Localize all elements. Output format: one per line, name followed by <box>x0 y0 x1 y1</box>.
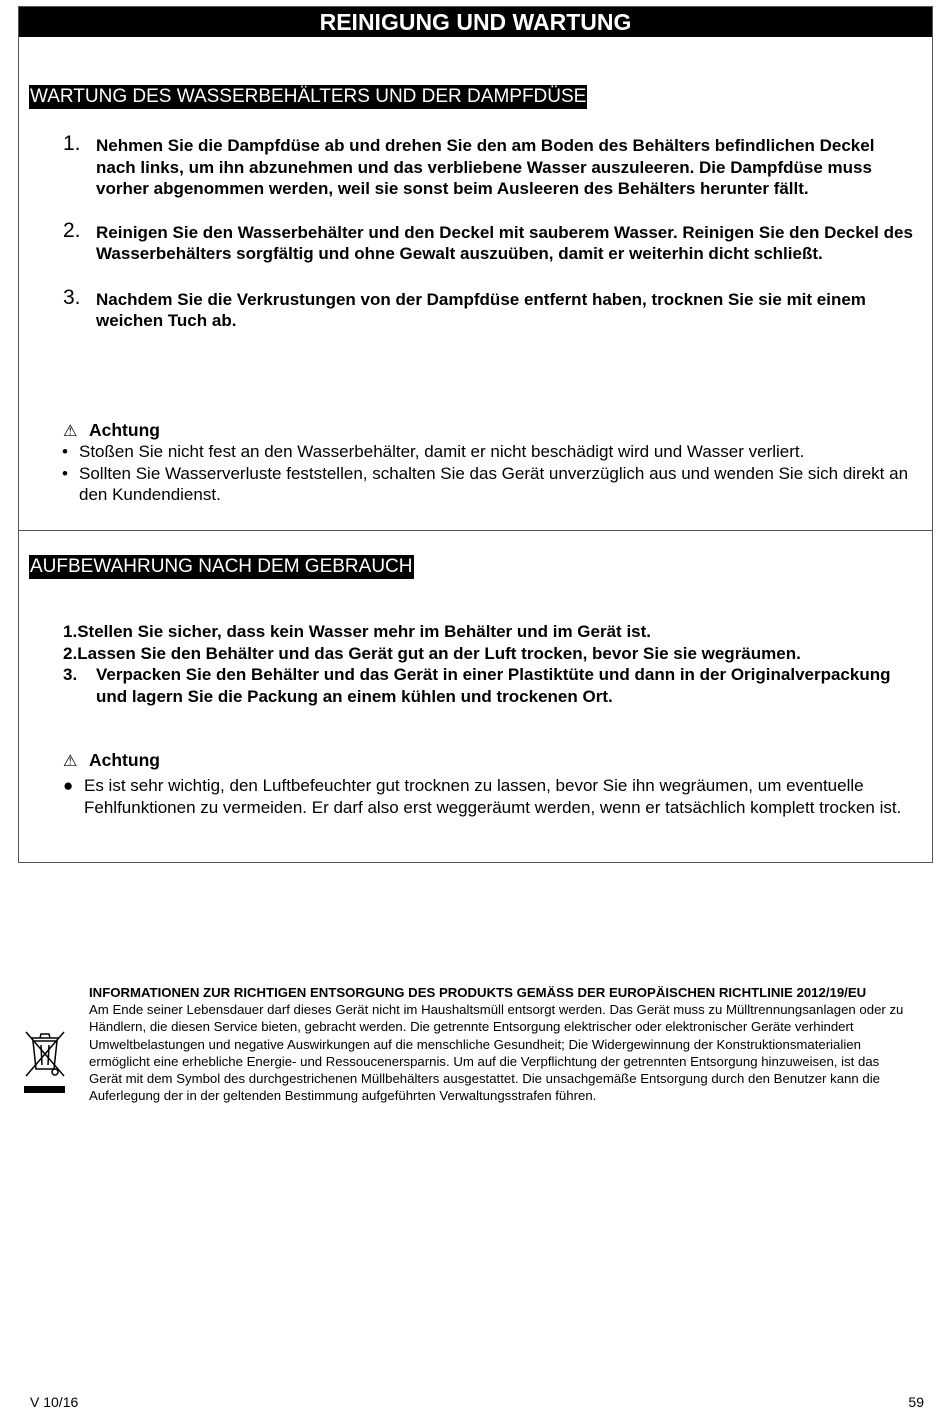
step-number: 3. <box>63 665 78 684</box>
list-item <box>63 621 922 643</box>
list-item <box>19 285 932 332</box>
disposal-body: Am Ende seiner Lebensdauer darf dieses Gerät nicht im Haushaltsmüll entsorgt werden. Das Gerät muss zu Mülltrennungsanlagen oder zu Händlern, die diesen Service bieten, gebracht werden. Die getrennte Entsorgung elektrischer oder elektronischer Geräte verhindert Umweltbelastungen und negative Auswirkungen auf die menschliche Gesundheit; Die Widergewinnung der Konstruktionsmaterialien ermöglicht eine erhebliche Energie- und Ressoucenersparnis. Um auf die Verpflichtung der getrennten Entsorgung hinzuweisen, ist das Gerät mit dem Symbol des durchgestrichenen Müllbehälters ausgestattet. Die unsachgemäße Entsorgung durch den Benutzer kann die Auferlegung der in der geltenden Bestimmung aufgeführten Verwaltungsstrafen führen. <box>89 1002 904 1104</box>
disposal-heading: INFORMATIONEN ZUR RICHTIGEN ENTSORGUNG DES PRODUKTS GEMÄSS DER EUROPÄISCHEN RICHTLINIE 2012/19/EU <box>89 985 867 1000</box>
list-item <box>19 463 932 506</box>
step-number: 2. <box>63 643 78 663</box>
page-title: REINIGUNG UND WARTUNG <box>19 7 932 37</box>
step-text: Verpacken Sie den Behälter und das Gerät in einer Plastiktüte und dann in der Originalverpackung und lagern Sie die Packung an einem kühlen und trockenen Ort. <box>96 665 891 706</box>
warning-heading <box>63 749 160 773</box>
list-item <box>19 132 932 200</box>
step-number: 1. <box>63 622 78 641</box>
list-item <box>19 218 932 265</box>
list-item <box>19 441 932 463</box>
step-number: 1. <box>63 132 81 155</box>
bullet-icon: ● <box>63 776 74 795</box>
step-number: 3. <box>63 285 81 309</box>
warning-icon: ⚠ <box>63 423 78 440</box>
warning-text: Es ist sehr wichtig, den Luftbefeuchter gut trocknen zu lassen, bevor Sie ihn wegräumen, um eventuelle Fehlfunktionen zu vermeiden. Er darf also erst weggeräumt werden, wenn er tatsächlich komplett trocken ist. <box>84 776 902 817</box>
step-text: Nehmen Sie die Dampfdüse ab und drehen Sie den am Boden des Behälters befindlichen Deckel nach links, um ihn abzunehmen und das verbliebene Wasser auszuleeren. Die Dampfdüse muss vorher abgenommen werden, weil sie sonst beim Ausleeren des Behälters herunter fällt. <box>96 136 875 198</box>
section-heading-storage: AUFBEWAHRUNG NACH DEM GEBRAUCH <box>30 556 413 577</box>
step-number: 2. <box>63 218 81 242</box>
section-heading-maintenance: WARTUNG DES WASSERBEHÄLTERS UND DER DAMPFDÜSE <box>30 86 587 107</box>
list-item <box>63 643 922 665</box>
crossed-out-wheelie-bin-icon <box>22 1028 68 1098</box>
section-storage-box <box>18 530 933 863</box>
list-item <box>63 775 922 819</box>
section-maintenance-box <box>18 6 933 531</box>
warning-text: Sollten Sie Wasserverluste feststellen, schalten Sie das Gerät unverzüglich aus und wenden Sie sich direkt an den Kundendienst. <box>79 463 909 504</box>
warning-title: Achtung <box>89 420 160 440</box>
step-text: Reinigen Sie den Wasserbehälter und den Deckel mit sauberem Wasser. Reinigen Sie den Deckel des Wasserbehälters sorgfältig und ohne Gewalt auszuüben, damit er weiterhin dicht schließt. <box>96 222 913 263</box>
warning-text: Stoßen Sie nicht fest an den Wasserbehälter, damit er nicht beschädigt wird und Wasser verliert. <box>79 442 805 461</box>
step-text: Stellen Sie sicher, dass kein Wasser mehr im Behälter und im Gerät ist. <box>77 622 652 641</box>
warning-title: Achtung <box>89 750 160 770</box>
disposal-info <box>89 984 914 1104</box>
maintenance-steps <box>19 132 932 332</box>
storage-steps <box>63 621 922 707</box>
step-text: Nachdem Sie die Verkrustungen von der Dampfdüse entfernt haben, trocknen Sie sie mit einem weichen Tuch ab. <box>96 289 866 330</box>
version-label: V 10/16 <box>30 1394 79 1410</box>
list-item <box>63 664 922 707</box>
bullet-icon: • <box>62 463 68 483</box>
warning-icon: ⚠ <box>63 753 78 770</box>
warning-list <box>19 441 932 506</box>
warning-heading <box>63 419 160 443</box>
page-number: 59 <box>908 1394 924 1410</box>
bullet-icon: • <box>62 442 68 461</box>
step-text: Lassen Sie den Behälter und das Gerät gut an der Luft trocken, bevor Sie sie wegräumen. <box>77 643 801 663</box>
